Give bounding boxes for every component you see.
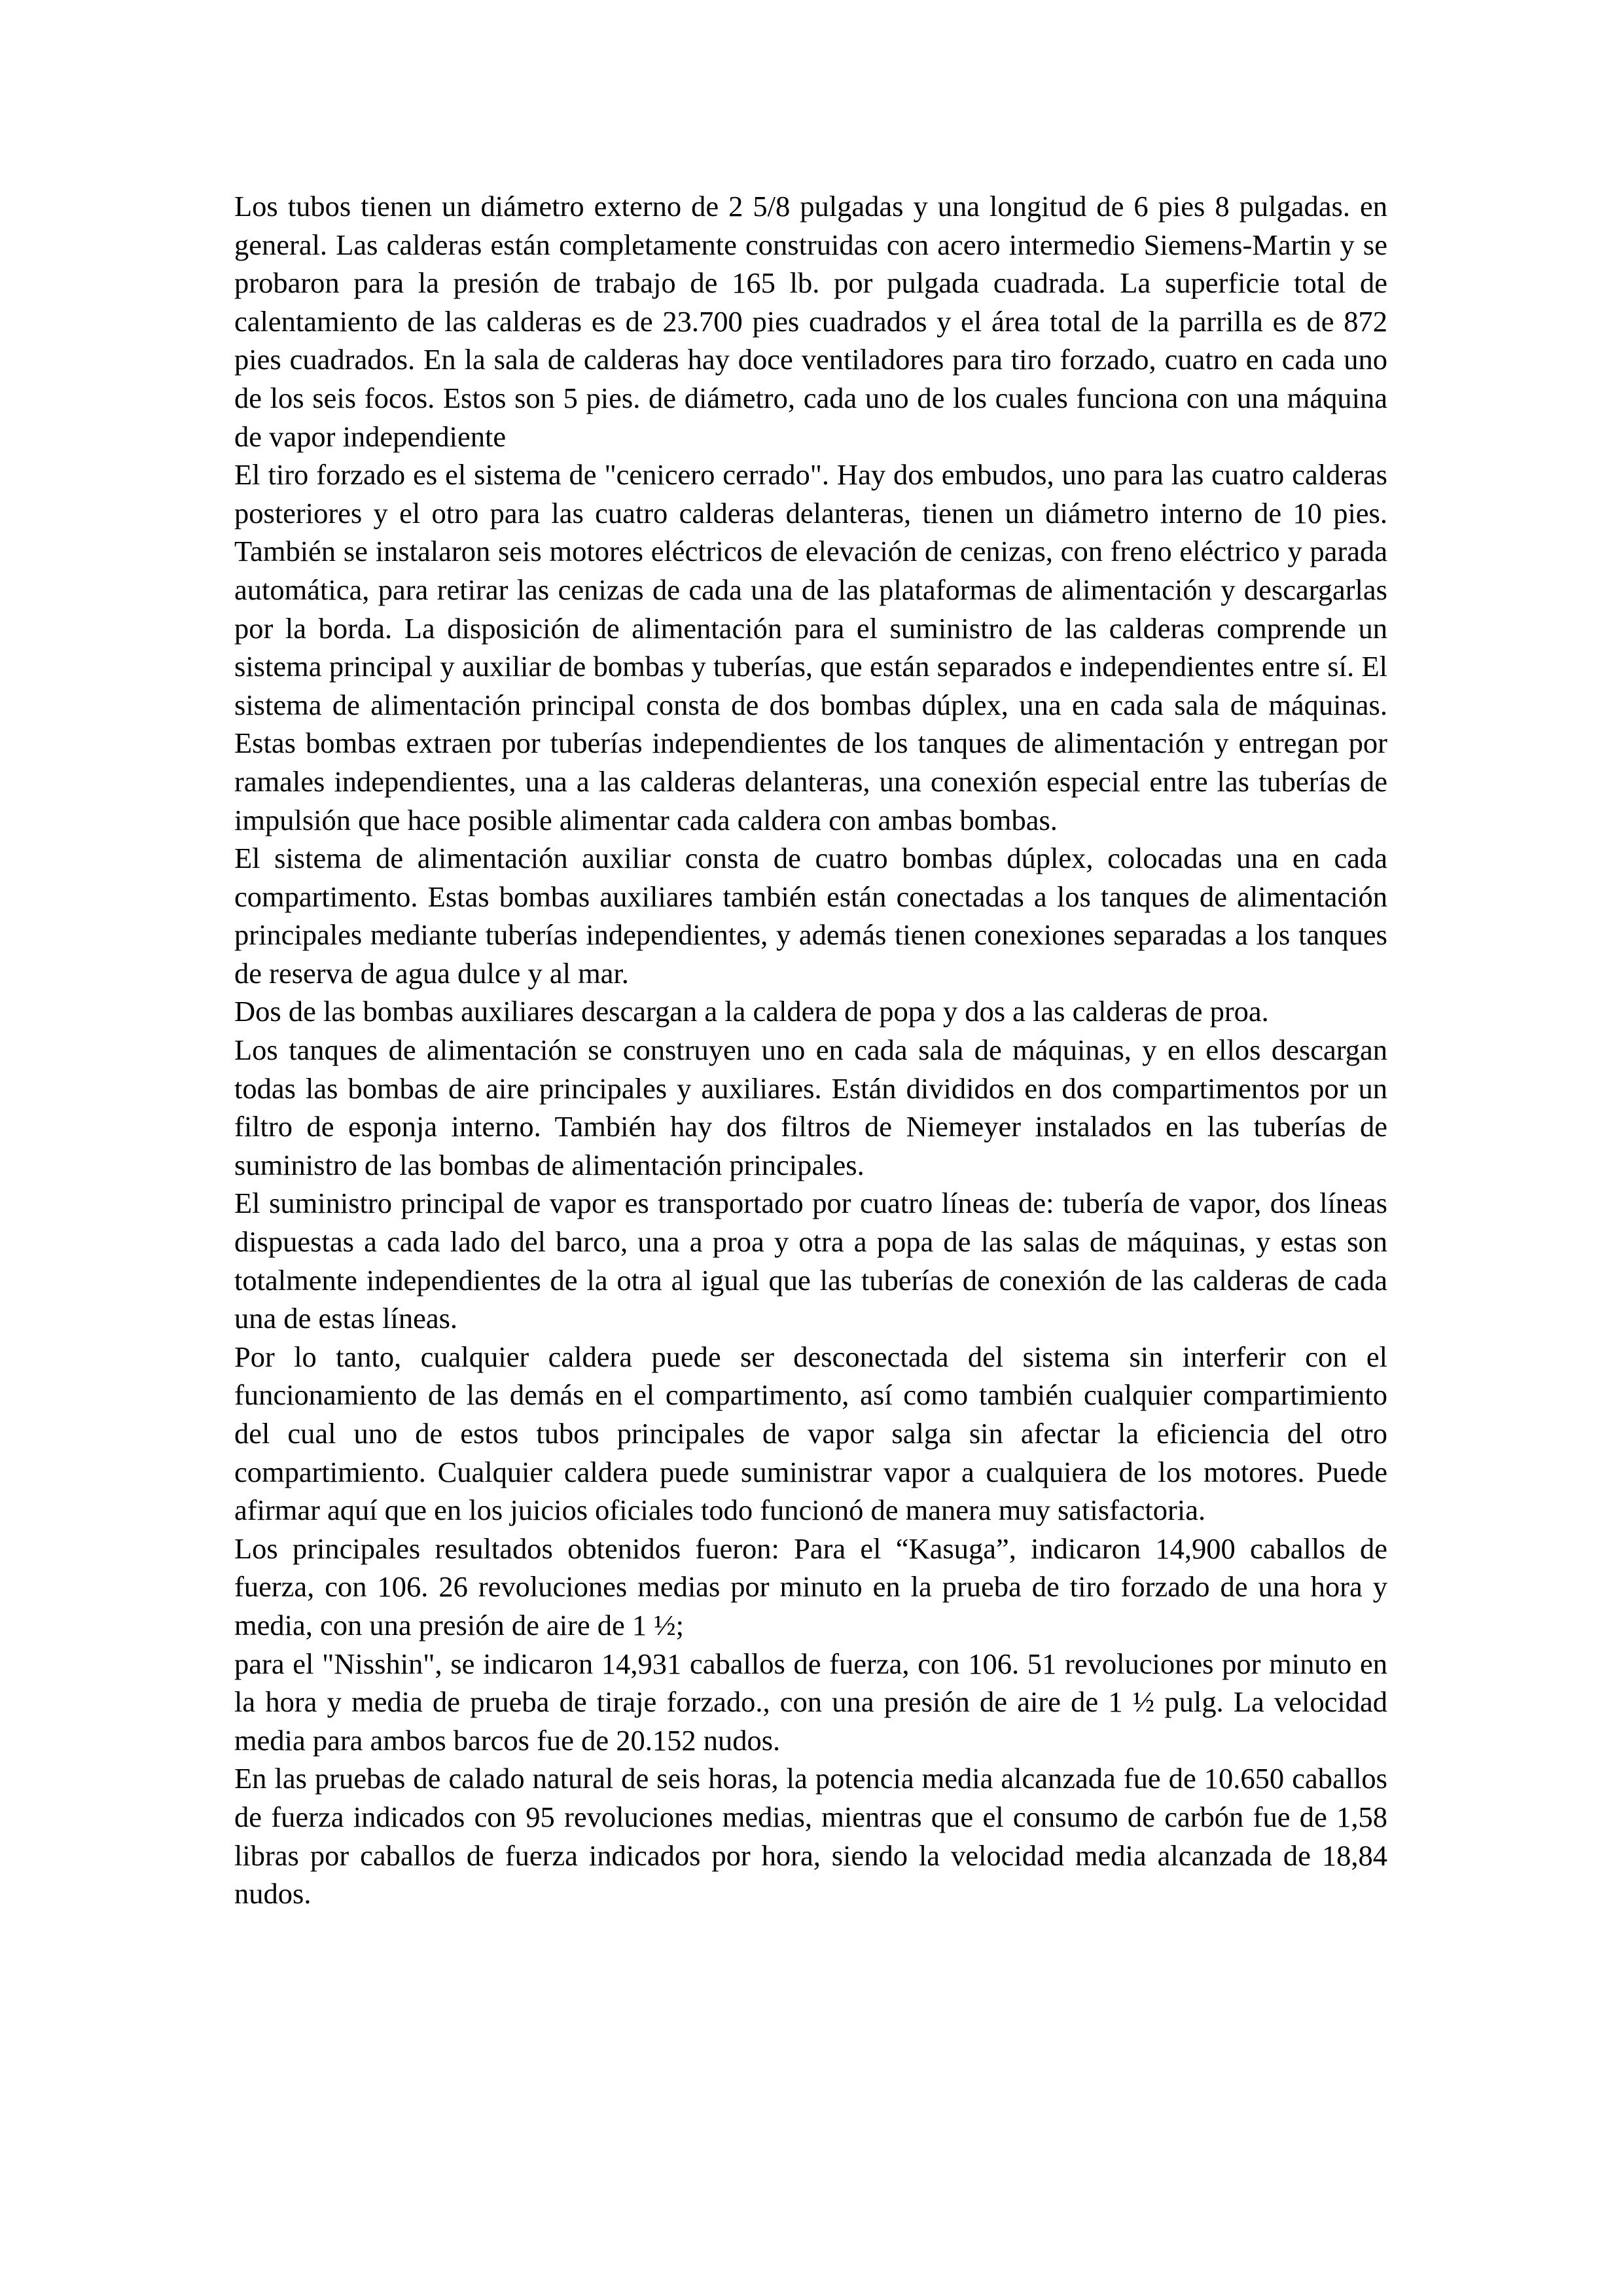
paragraph: En las pruebas de calado natural de seis horas, la potencia media alcanzada fue de 10.650 caballos de fuerza indicados con 95 revoluciones medias, mientras que el consumo de carbón fue de 1,58 libras por caballos de fuerza indicados por hora, siendo la velocidad media alcanzada de 18,84 nudos.	[234, 1762, 1387, 1910]
paragraph: El tiro forzado es el sistema de "cenicero cerrado". Hay dos embudos, uno para las cuatro calderas posteriores y el otro para las cuatro calderas delanteras, tienen un diámetro interno de 10 pies. También se instalaron seis motores eléctricos de elevación de cenizas, con freno eléctrico y parada automática, para retirar las cenizas de cada una de las plataformas de alimentación y descargarlas por la borda. La disposición de alimentación para el suministro de las calderas comprende un sistema principal y auxiliar de bombas y tuberías, que están separados e independientes entre sí. El sistema de alimentación principal consta de dos bombas dúplex, una en cada sala de máquinas. Estas bombas extraen por tuberías independientes de los tanques de alimentación y entregan por ramales independientes, una a las calderas delanteras, una conexión especial entre las tuberías de impulsión que hace posible alimentar cada caldera con ambas bombas.	[234, 458, 1387, 836]
paragraph: El suministro principal de vapor es transportado por cuatro líneas de: tubería de vapor, dos líneas dispuestas a cada lado del barco, una a proa y otra a popa de las salas de máquinas, y estas son totalmente independientes de la otra al igual que las tuberías de conexión de las calderas de cada una de estas líneas.	[234, 1187, 1387, 1335]
document-body	[234, 187, 1387, 1913]
paragraph: para el "Nisshin", se indicaron 14,931 caballos de fuerza, con 106. 51 revoluciones por minuto en la hora y media de prueba de tiraje forzado., con una presión de aire de 1 ½ pulg. La velocidad media para ambos barcos fue de 20.152 nudos.	[234, 1647, 1387, 1757]
paragraph: Por lo tanto, cualquier caldera puede ser desconectada del sistema sin interferir con el funcionamiento de las demás en el compartimento, así como también cualquier compartimiento del cual uno de estos tubos principales de vapor salga sin afectar la eficiencia del otro compartimiento. Cualquier caldera puede suministrar vapor a cualquiera de los motores. Puede afirmar aquí que en los juicios oficiales todo funcionó de manera muy satisfactoria.	[234, 1340, 1387, 1527]
paragraph: Dos de las bombas auxiliares descargan a la caldera de popa y dos a las calderas de proa.	[234, 995, 1269, 1028]
paragraph: El sistema de alimentación auxiliar consta de cuatro bombas dúplex, colocadas una en cada compartimento. Estas bombas auxiliares también están conectadas a los tanques de alimentación principales mediante tuberías independientes, y además tienen conexiones separadas a los tanques de reserva de agua dulce y al mar.	[234, 842, 1387, 990]
paragraph: Los principales resultados obtenidos fueron: Para el “Kasuga”, indicaron 14,900 caballos de fuerza, con 106. 26 revoluciones medias por minuto en la prueba de tiro forzado de una hora y media, con una presión de aire de 1 ½;	[234, 1532, 1387, 1641]
paragraph: Los tubos tienen un diámetro externo de 2 5/8 pulgadas y una longitud de 6 pies 8 pulgadas. en general. Las calderas están completamente construidas con acero intermedio Siemens-Martin y se probaron para la presión de trabajo de 165 lb. por pulgada cuadrada. La superficie total de calentamiento de las calderas es de 23.700 pies cuadrados y el área total de la parrilla es de 872 pies cuadrados. En la sala de calderas hay doce ventiladores para tiro forzado, cuatro en cada uno de los seis focos. Estos son 5 pies. de diámetro, cada uno de los cuales funciona con una máquina de vapor independiente	[234, 190, 1387, 453]
paragraph: Los tanques de alimentación se construyen uno en cada sala de máquinas, y en ellos descargan todas las bombas de aire principales y auxiliares. Están divididos en dos compartimentos por un filtro de esponja interno. También hay dos filtros de Niemeyer instalados en las tuberías de suministro de las bombas de alimentación principales.	[234, 1033, 1387, 1181]
